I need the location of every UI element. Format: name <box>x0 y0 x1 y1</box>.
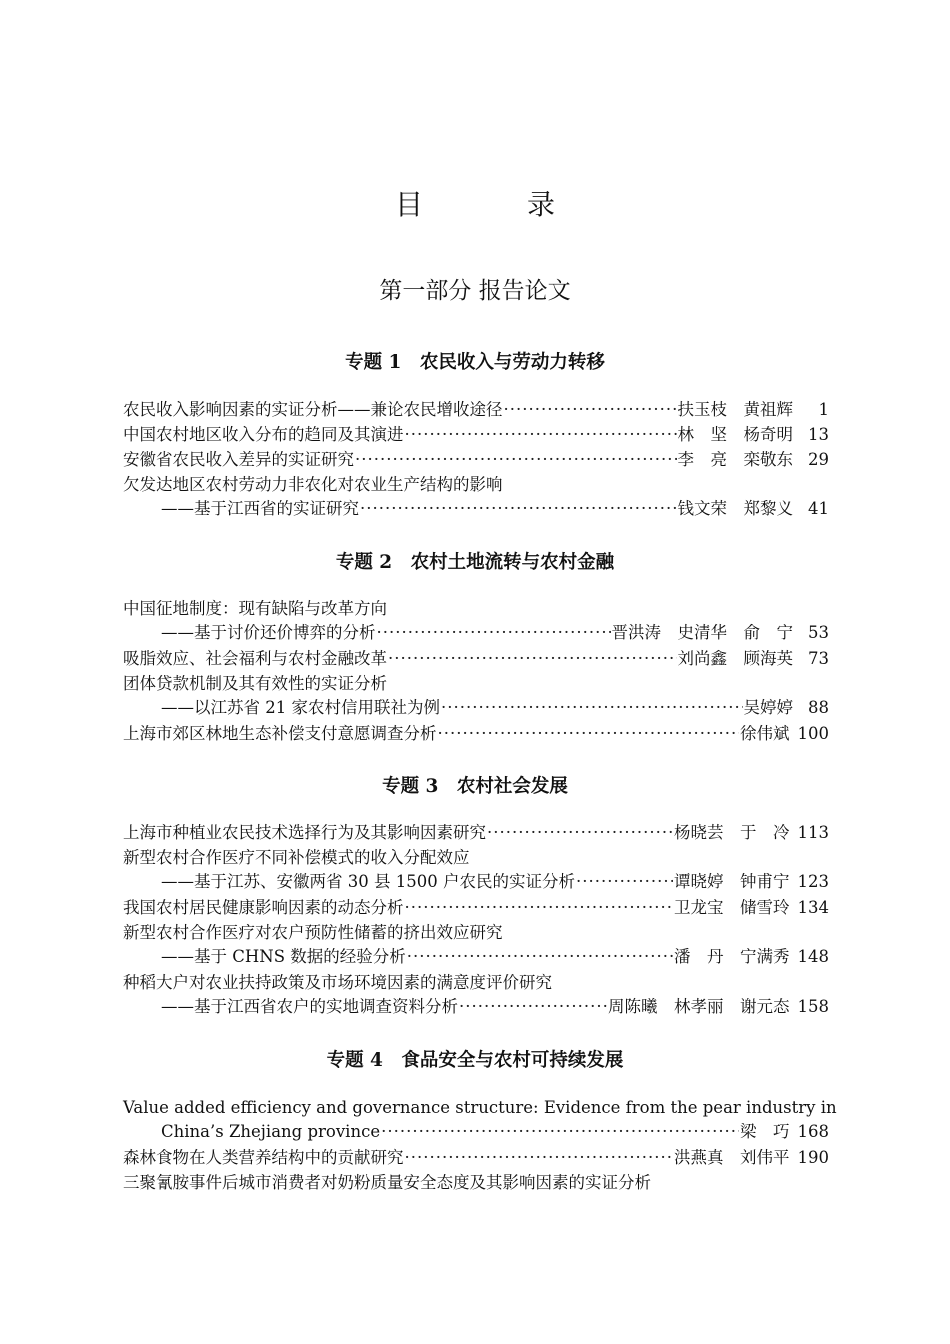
entry-authors: 徐伟斌 <box>740 724 790 743</box>
entry-title: 团体贷款机制及其有效性的实证分析 <box>123 674 387 693</box>
entry-authors: 潘 丹 宁满秀 <box>674 947 790 966</box>
entry-authors: 梁 巧 <box>740 1122 790 1141</box>
entry-title: 三聚氰胺事件后城市消费者对奶粉质量安全态度及其影响因素的实证分析 <box>123 1173 651 1192</box>
leader-dots <box>377 621 611 645</box>
entry-page: 73 <box>808 649 829 668</box>
entry-page: 123 <box>797 872 829 891</box>
entry-authors: 扶玉枝 黄祖辉 <box>677 400 793 419</box>
leader-dots <box>405 896 674 920</box>
entry-page: 158 <box>797 997 829 1016</box>
topic-heading-2: 专题 2 农村土地流转与农村金融 <box>335 552 615 573</box>
entry-authors: 吴婷婷 <box>743 698 793 717</box>
topic-heading-3: 专题 3 农村社会发展 <box>382 776 568 797</box>
part-heading: 第一部分 报告论文 <box>379 278 571 304</box>
entry-authors: 李 亮 栾敬东 <box>677 450 793 469</box>
page-title: 目 录 <box>394 188 593 221</box>
entry-title: 农民收入影响因素的实证分析——兼论农民增收途径 <box>123 400 503 419</box>
entry-title: 中国农村地区收入分布的趋同及其演进 <box>123 425 404 444</box>
leader-dots <box>405 423 677 447</box>
leader-dots <box>360 497 677 521</box>
leader-dots <box>381 1120 739 1144</box>
toc-entry[interactable] <box>123 423 829 447</box>
entry-authors: 刘尚鑫 顾海英 <box>677 649 793 668</box>
entry-title: 森林食物在人类营养结构中的贡献研究 <box>123 1148 404 1167</box>
entry-authors: 晋洪涛 史清华 俞 宁 <box>611 623 793 642</box>
entry-subtitle: ——基于江西省农户的实地调查资料分析 <box>161 997 458 1016</box>
entry-page: 1 <box>818 400 829 419</box>
toc-entry[interactable] <box>123 896 829 920</box>
toc-entry[interactable] <box>123 473 829 523</box>
entry-page: 134 <box>797 898 829 917</box>
leader-dots <box>576 870 673 894</box>
entry-page: 100 <box>797 724 829 743</box>
entry-subtitle: ——以江苏省 21 家农村信用联社为例 <box>161 698 440 717</box>
entry-title: 新型农村合作医疗不同补偿模式的收入分配效应 <box>123 848 470 867</box>
entry-authors: 杨晓芸 于 冷 <box>674 823 790 842</box>
entry-authors: 林 坚 杨奇明 <box>677 425 793 444</box>
toc-entry[interactable] <box>123 821 829 845</box>
entry-title: 欠发达地区农村劳动力非农化对农业生产结构的影响 <box>123 475 503 494</box>
entry-page: 53 <box>808 623 829 642</box>
entry-authors: 卫龙宝 储雪玲 <box>674 898 790 917</box>
leader-dots <box>388 647 677 671</box>
toc-entry[interactable] <box>123 647 829 671</box>
entry-title: 种稻大户对农业扶持政策及市场环境因素的满意度评价研究 <box>123 973 552 992</box>
entry-title: 中国征地制度：现有缺陷与改革方向 <box>123 599 387 618</box>
entry-authors: 钱文荣 郑黎义 <box>677 499 793 518</box>
entry-page: 13 <box>808 425 829 444</box>
entry-title: 上海市郊区林地生态补偿支付意愿调查分析 <box>123 724 437 743</box>
toc-entry[interactable] <box>123 921 829 971</box>
toc-entry[interactable] <box>123 597 829 647</box>
leader-dots <box>407 945 673 969</box>
leader-dots <box>438 722 740 746</box>
toc-entry[interactable] <box>123 722 829 746</box>
entry-subtitle: ——基于江西省的实证研究 <box>161 499 359 518</box>
toc-entry[interactable] <box>123 398 829 422</box>
toc-entry[interactable] <box>123 672 829 722</box>
leader-dots <box>441 696 743 720</box>
leader-dots <box>504 398 677 422</box>
entry-authors: 洪燕真 刘伟平 <box>674 1148 790 1167</box>
topic-heading-1: 专题 1 农民收入与劳动力转移 <box>345 352 605 373</box>
entry-page: 168 <box>797 1122 829 1141</box>
entry-title: 新型农村合作医疗对农户预防性储蓄的挤出效应研究 <box>123 923 503 942</box>
topic-heading-4: 专题 4 食品安全与农村可持续发展 <box>326 1050 624 1071</box>
toc-entry[interactable] <box>123 1096 837 1146</box>
entry-page: 41 <box>808 499 829 518</box>
entry-subtitle: ——基于 CHNS 数据的经验分析 <box>161 947 406 966</box>
entry-title: Value added efficiency and governance structure: Evidence from the pear industry in <box>123 1098 837 1117</box>
entry-page: 190 <box>797 1148 829 1167</box>
entry-authors: 谭晓婷 钟甫宁 <box>674 872 790 891</box>
toc-entry[interactable] <box>123 846 829 896</box>
leader-dots <box>459 995 607 1019</box>
entry-page: 113 <box>797 823 829 842</box>
entry-title: 我国农村居民健康影响因素的动态分析 <box>123 898 404 917</box>
leader-dots <box>355 448 677 472</box>
entry-subtitle: ——基于讨价还价博弈的分析 <box>161 623 376 642</box>
entry-page: 88 <box>808 698 829 717</box>
entry-authors: 周陈曦 林孝丽 谢元态 <box>608 997 790 1016</box>
toc-entry[interactable] <box>123 1171 829 1195</box>
entry-page: 29 <box>808 450 829 469</box>
toc-entry[interactable] <box>123 1146 829 1170</box>
entry-subtitle: ——基于江苏、安徽两省 30 县 1500 户农民的实证分析 <box>161 872 575 891</box>
leader-dots <box>487 821 673 845</box>
entry-page: 148 <box>797 947 829 966</box>
toc-entry[interactable] <box>123 448 829 472</box>
entry-title: 安徽省农民收入差异的实证研究 <box>123 450 354 469</box>
entry-subtitle: China’s Zhejiang province <box>161 1122 381 1141</box>
leader-dots <box>405 1146 674 1170</box>
entry-title: 吸脂效应、社会福利与农村金融改革 <box>123 649 387 668</box>
toc-entry[interactable] <box>123 971 829 1021</box>
entry-title: 上海市种植业农民技术选择行为及其影响因素研究 <box>123 823 486 842</box>
